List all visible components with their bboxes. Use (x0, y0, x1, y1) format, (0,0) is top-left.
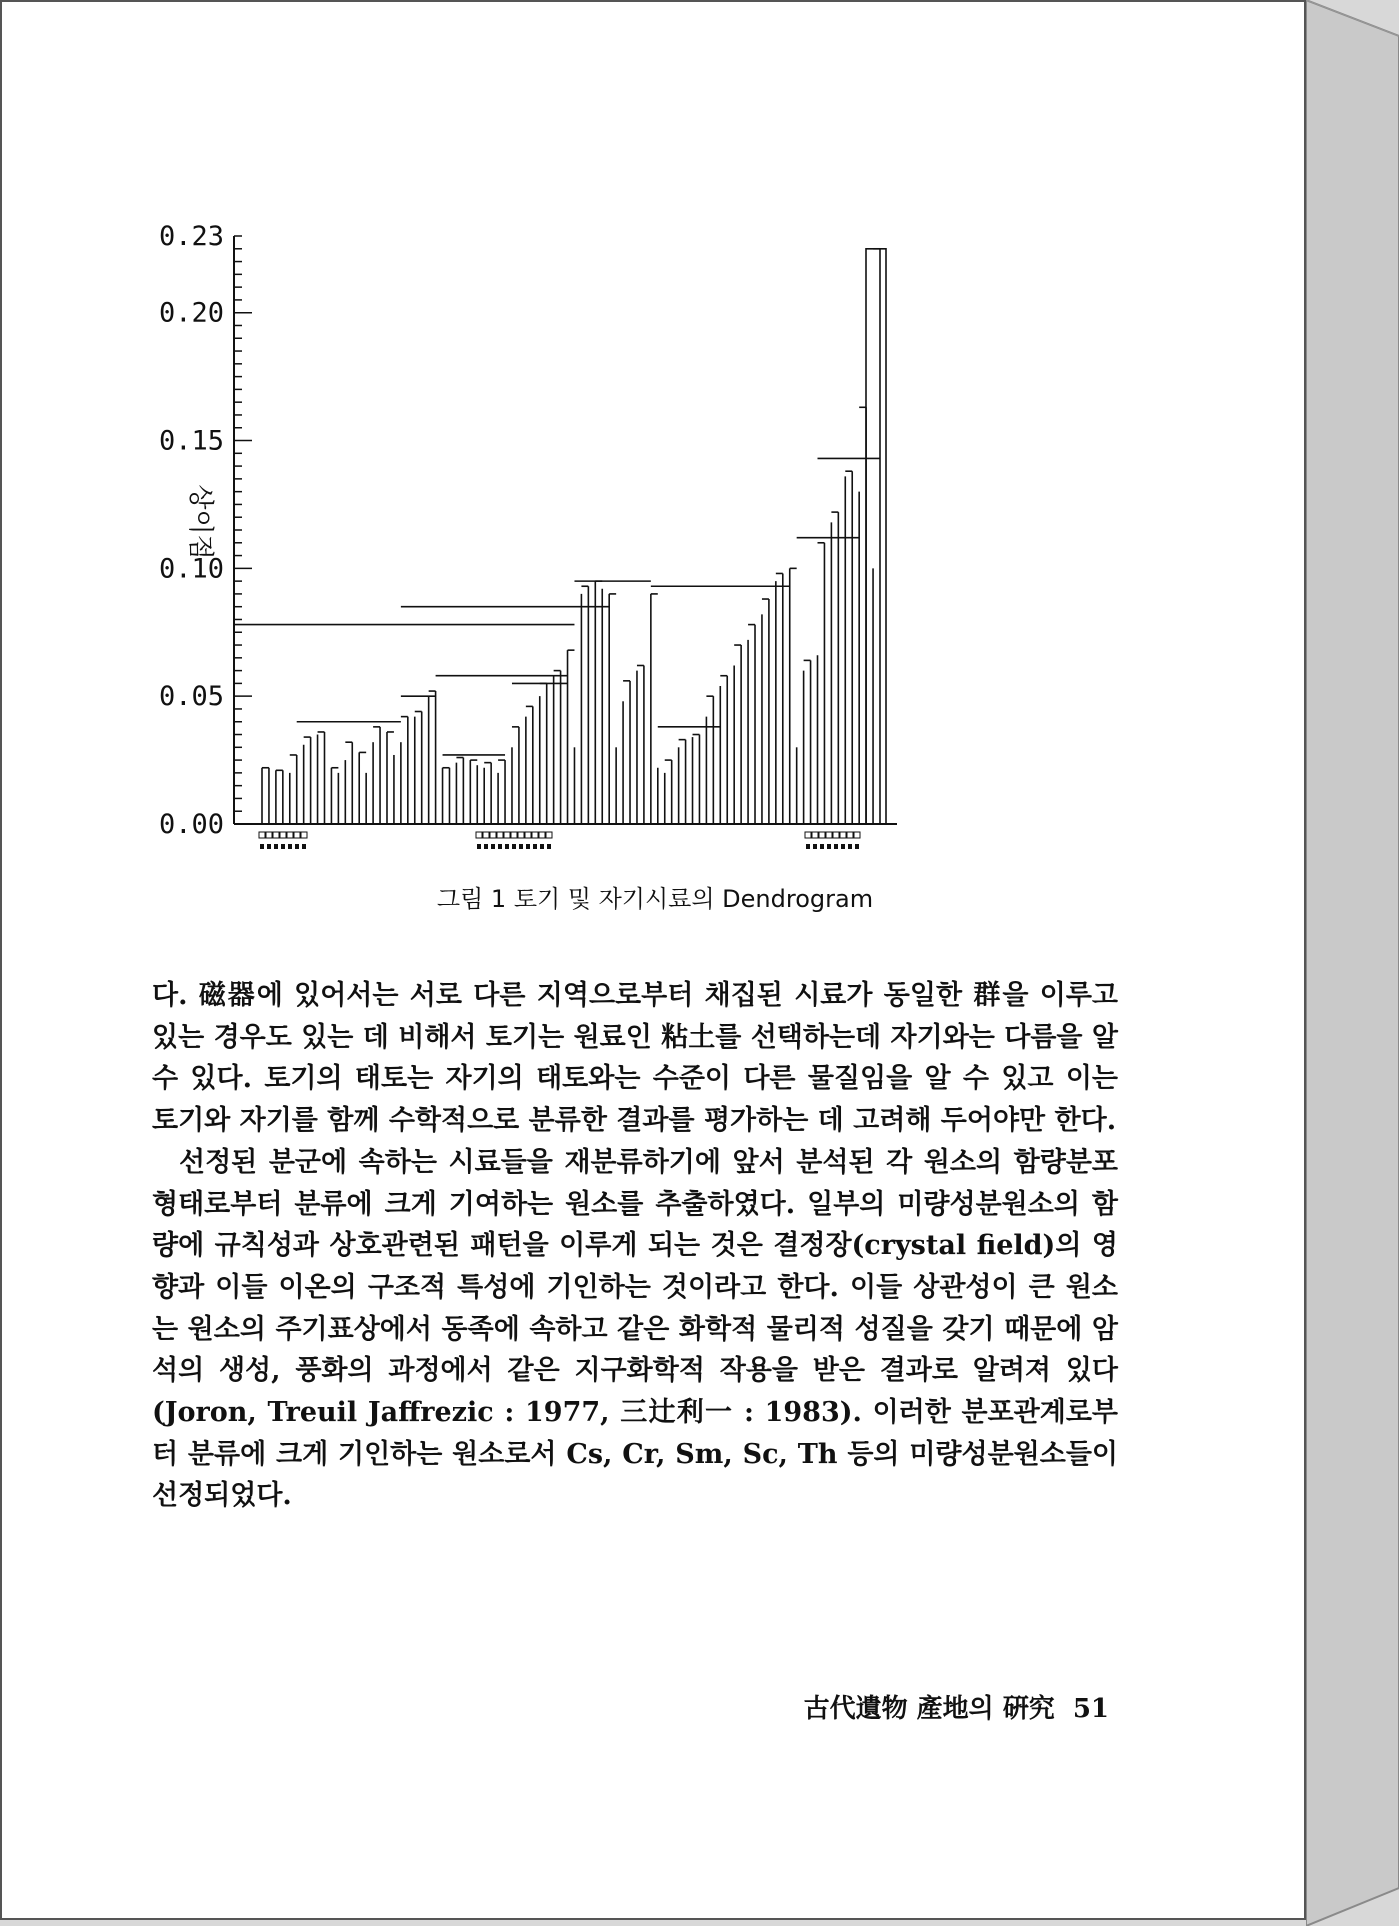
book-spine (1306, 0, 1399, 1926)
leaf-marker (266, 832, 272, 838)
leaf-id (827, 844, 831, 849)
leaf-id (526, 844, 530, 849)
dendrogram-tree (234, 249, 886, 824)
top-cluster (866, 249, 886, 824)
leaf-id (281, 844, 285, 849)
figure-caption: 그림 1 토기 및 자기시료의 Dendrogram (436, 885, 874, 913)
leaf-id (274, 844, 278, 849)
leaf-marker (483, 832, 489, 838)
leaf-marker (294, 832, 300, 838)
y-tick-label: 0.10 (158, 553, 224, 585)
leaf-id (540, 844, 544, 849)
leaf-id (505, 844, 509, 849)
leaf-id (806, 844, 810, 849)
leaf-marker (833, 832, 839, 838)
page-number: 51 (1072, 1694, 1109, 1724)
leaf-marker (546, 832, 552, 838)
leaf-id (295, 844, 299, 849)
leaf-id (820, 844, 824, 849)
paragraph-1: 다. 磁器에 있어서는 서로 다른 지역으로부터 채집된 시료가 동일한 群을 이루고 있는 경우도 있는 데 비해서 토기는 원료인 粘土를 선택하는데 자기와는 다름을 알 수 있다. 토기의 태토는 자기의 태토와는 수준이 다른 물질임을 알 수 있고 이는 토기와 자기를 함께 수학적으로 분류한 결과를 평가하는 데 고려해 두어야만 한다. (152, 980, 1118, 1137)
leaf-id (519, 844, 523, 849)
leaf-marker (259, 832, 265, 838)
leaf-id (855, 844, 859, 849)
leaf-id (498, 844, 502, 849)
y-tick-label: 0.20 (158, 297, 224, 329)
y-tick-label: 0.05 (158, 681, 224, 713)
leaf-id (302, 844, 306, 849)
page-footer (804, 1688, 1109, 1725)
y-axis (159, 221, 897, 840)
dendrogram-figure (152, 212, 1102, 912)
leaf-id (512, 844, 516, 849)
leaf-id (848, 844, 852, 849)
leaf-marker (854, 832, 860, 838)
leaf-marker (812, 832, 818, 838)
leaf-marker (525, 832, 531, 838)
leaf-id (260, 844, 264, 849)
leaf-marker (497, 832, 503, 838)
dendrogram-chart (152, 212, 1102, 872)
leaf-id (813, 844, 817, 849)
leaf-id (547, 844, 551, 849)
leaf-marker (476, 832, 482, 838)
body-text (152, 975, 1118, 1517)
running-title: 古代遺物 產地의 硏究 (803, 1694, 1055, 1724)
leaf-id (834, 844, 838, 849)
leaf-marker (280, 832, 286, 838)
leaf-marker (273, 832, 279, 838)
leaf-marker (490, 832, 496, 838)
leaf-marker (847, 832, 853, 838)
y-axis-title: 상이점 (185, 484, 215, 560)
leaf-marker (539, 832, 545, 838)
paragraph-2: 선정된 분군에 속하는 시료들을 재분류하기에 앞서 분석된 각 원소의 함량분포형태로부터 분류에 크게 기여하는 원소를 추출하였다. 일부의 미량성분원소의 함량에 규칙성과 상호관련된 패턴을 이루게 되는 것은 결정장(crystal field)의 영향과 이들 이온의 구조적 특성에 기인하는 것이라고 한다. 이들 상관성이 큰 원소는 원소의 주기표상에서 동족에 속하고 같은 화학적 물리적 성질을 갖기 때문에 암석의 생성, 풍화의 과정에서 같은 지구화학적 작용을 받은 결과로 알려져 있다(Joron, Treuil Jaffrezic : 1977, 三辻利一 : 1983). 이러한 분포관계로부터 분류에 크게 기인하는 원소로서 Cs, Cr, Sm, Sc, Th 등의 미량성분원소들이 선정되었다. (152, 1146, 1118, 1512)
leaf-id (288, 844, 292, 849)
leaf-marker (532, 832, 538, 838)
leaf-id (533, 844, 537, 849)
leaf-marker (826, 832, 832, 838)
y-tick-label: 0.23 (158, 221, 224, 252)
leaf-marker (805, 832, 811, 838)
leaf-marker (518, 832, 524, 838)
leaf-id (484, 844, 488, 849)
leaf-marker (287, 832, 293, 838)
leaf-marker (504, 832, 510, 838)
leaf-id (477, 844, 481, 849)
leaf-id (491, 844, 495, 849)
leaf-markers (259, 832, 860, 849)
leaf-marker (819, 832, 825, 838)
leaf-id (841, 844, 845, 849)
leaf-marker (301, 832, 307, 838)
leaf-id (267, 844, 271, 849)
leaf-marker (511, 832, 517, 838)
y-tick-label: 0.00 (158, 809, 224, 840)
leaf-marker (840, 832, 846, 838)
y-tick-label: 0.15 (158, 425, 224, 457)
